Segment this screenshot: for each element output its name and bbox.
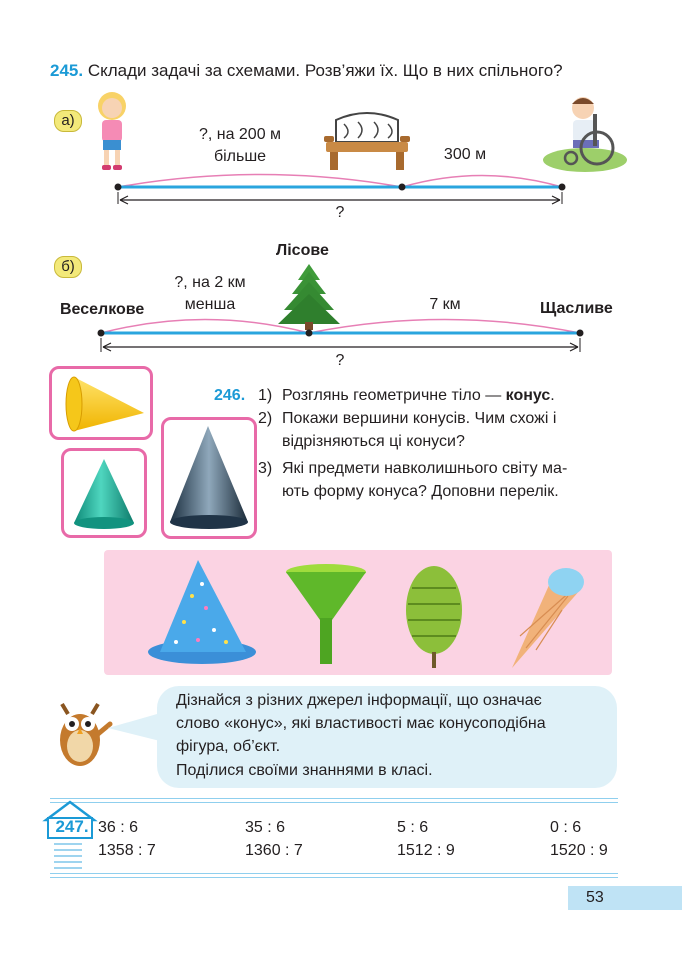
scheme-b-point-start (98, 330, 105, 337)
task-247-number: 247. (55, 817, 89, 836)
scheme-b-arc-2 (309, 320, 580, 334)
expr-r1-c4: 0 : 6 (550, 819, 582, 836)
cone-frame-teal (61, 448, 147, 538)
scheme-a-label: а) (54, 110, 82, 132)
scheme-b-point-mid (306, 330, 313, 337)
task-246-item-1: Розглянь геометричне тіло — конус. (282, 387, 555, 404)
task-246-item-2-line1: Покажи вершини конусів. Чим схожі і (282, 410, 557, 427)
bubble-line-2: слово «конус», які властивості має конусоподібна (176, 715, 546, 732)
bubble-line-3: фігура, об’єкт. (176, 738, 281, 755)
scheme-b-total-label: ? (335, 352, 345, 369)
expr-r1-c3: 5 : 6 (397, 819, 429, 836)
cone-frame-yellow (49, 366, 153, 440)
scheme-b-seg1-line2: менша (184, 296, 236, 313)
task-245-number: 245. (50, 61, 84, 80)
scheme-a-seg1-line2: більше (213, 148, 267, 165)
expr-r2-c2: 1360 : 7 (245, 842, 303, 859)
bubble-line-4: Поділися своїми знаннями в класі. (176, 762, 433, 779)
scheme-a-seg1-line1: ?, на 200 м (198, 126, 282, 143)
scheme-a-seg2-label: 300 м (443, 146, 487, 163)
expr-r2-c4: 1520 : 9 (550, 842, 608, 859)
task-247-bottom-rule (50, 873, 618, 878)
party-hat-illustration (142, 556, 262, 674)
expr-r2-c1: 1358 : 7 (98, 842, 156, 859)
expr-r2-c3: 1512 : 9 (397, 842, 455, 859)
pine-cone-illustration (404, 558, 474, 676)
scheme-b-label: б) (54, 256, 82, 278)
task-246-item-2-line2: відрізняються ці конуси? (282, 433, 465, 450)
funnel-illustration (282, 560, 372, 678)
scheme-b-seg1-line1: ?, на 2 км (174, 274, 246, 291)
task-245-text: Склади задачі за схемами. Розв’яжи їх. Що в них спільного? (87, 61, 563, 80)
homework-house-icon (44, 800, 94, 878)
cone-frame-dark (161, 417, 257, 539)
scheme-a-total-label: ? (335, 204, 345, 221)
scheme-b-point-end (577, 330, 584, 337)
teal-cone-illustration (64, 451, 144, 535)
scheme-b-arc-1 (101, 320, 309, 334)
page-number: 53 (568, 886, 682, 910)
task-246-item-3-num: 3) (258, 460, 273, 477)
cone-objects-band (104, 550, 612, 675)
scheme-b-seg2-label: 7 км (429, 296, 461, 313)
expr-r1-c2: 35 : 6 (245, 819, 286, 836)
scheme-b-right-place: Щасливе (540, 300, 613, 317)
task-247-top-rule (50, 798, 618, 803)
yellow-cone-illustration (52, 369, 150, 437)
scheme-b-mid-place: Лісове (276, 242, 329, 259)
task-246-item-2-num: 2) (258, 410, 273, 427)
task-246-number: 246. (214, 387, 246, 404)
owl-illustration (52, 700, 112, 770)
bubble-line-1: Дізнайся з різних джерел інформації, що означає (176, 692, 542, 709)
task-246-item-1-num: 1) (258, 387, 273, 404)
dark-cone-illustration (164, 420, 254, 536)
expr-r1-c1: 36 : 6 (98, 819, 139, 836)
ice-cream-illustration (496, 560, 586, 678)
task-246-item-3-line1: Які предмети навколишнього світу ма- (282, 460, 568, 477)
task-246-item-3-line2: ють форму конуса? Доповни перелік. (282, 483, 559, 500)
scheme-b-left-place: Веселкове (60, 301, 145, 318)
